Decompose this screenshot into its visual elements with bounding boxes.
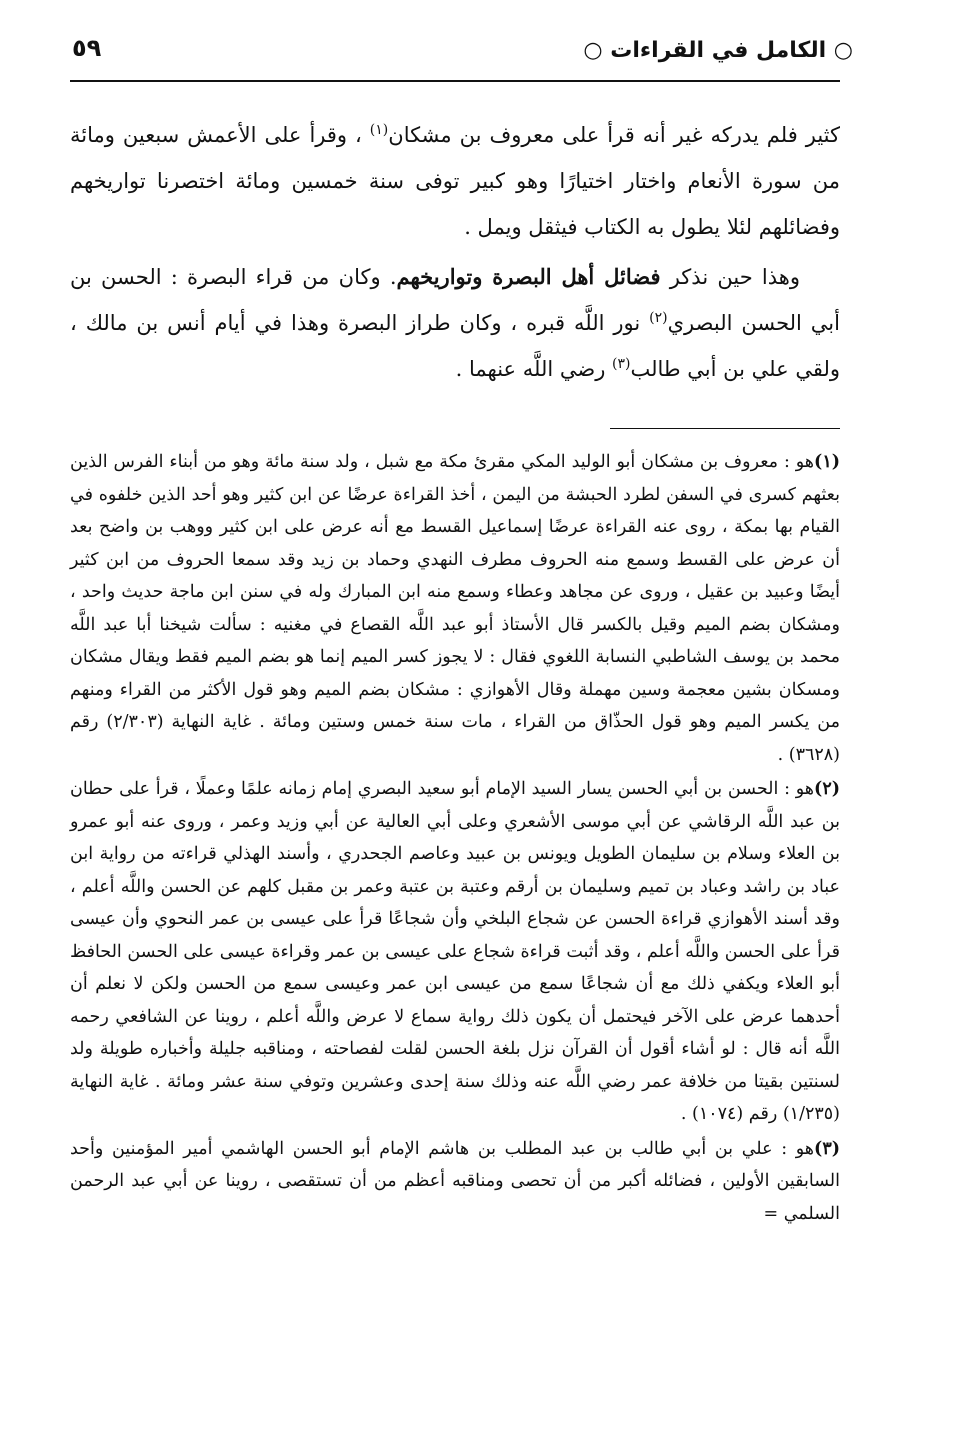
- paragraph-2-text-d: رضي اللَّه عنهما .: [455, 357, 606, 381]
- footnote-text: هو : الحسن بن أبي الحسن يسار السيد الإمام أبو سعيد البصري إمام زمانه علمًا وعملًا ، قرأ على حطان بن عبد اللَّه الرقاشي عن أبي موسى الأشعري وعلى أبي العالية عن أبي وزيد وعمر ، وروى عنه أبو عمرو بن العلاء وسلام بن سليمان الطويل ويونس بن عبيد وعاصم الجحدري ، وأسند الهذلي قراءته من رواية ابن عباد بن راشد وعباد بن تميم وسليمان بن أرقم وعتبة بن عتبة وعمر بن مقبل كلهم عن الحسن واللَّه أعلم ، وقد أسند الأهوازي قراءة الحسن عن شجاع البلخي وأن شجاعًا قرأ على عيسى بن عمر النحوي وأن عيسى قرأ على الحسن واللَّه أعلم ، وقد أثبت قراءة شجاع على عيسى بن عمر وقراءة عيسى على الحسن الحافظ أبو العلاء ويكفي ذلك مع أن شجاعًا سمع من عيسى ابن عمر وعيسى سمع من الحسن ولكن لا نعلم أن أحدهما عرض على الآخر فيحتمل أن يكون ذلك رواية سماع لا عرض واللَّه أعلم ، روينا عن الشافعي رحمه اللَّه أنه قال : لو أشاء أقول أن القرآن نزل بلغة الحسن لقلت لفصاحته ، ومناقبه جليلة وأخباره طويلة ولد لسنتين بقيتا من خلافة عمر رضي اللَّه عنه وذلك سنة إحدى وعشرين وتوفي سنة عشر ومائة . غاية النهاية (١/٢٣٥) رقم (١٠٧٤) .: [70, 779, 840, 1124]
- footnote-text: هو : علي بن أبي طالب بن عبد المطلب بن هاشم الإمام أبو الحسن الهاشمي أمير المؤمنين وأحد السابقين الأولين ، فضائله أكبر من أن تحصى ومناقبه أعظم من أن تستقصى ، روينا عن أبي عبد الرحمن السلمي =: [70, 1138, 840, 1224]
- paragraph-2-text-b: . وكان من قراء البصرة : الحسن بن أبي الحسن البصري: [70, 265, 840, 335]
- running-title: ○ الكامل في القراءات ○: [583, 38, 853, 63]
- footnotes: [70, 446, 840, 1230]
- paragraph-1-text-b: ، وقرأ على الأعمش سبعين ومائة من سورة الأنعام واختار اختيارًا وهو كبير توفى سنة خمسين ومائة اختصرنا تواريخهم وفضائلهم لئلا يطول به الكتاب فيثقل ويمل .: [70, 123, 840, 239]
- paragraph-2: [70, 254, 840, 392]
- page-number: ٥٩: [72, 34, 102, 62]
- footnote-ref-2: (٢): [649, 310, 668, 326]
- footnote-number: (١): [814, 452, 840, 472]
- footnote-text: هو : معروف بن مشكان أبو الوليد المكي مقرئ مكة مع شبل ، ولد سنة مائة وهو من أبناء الفرس الذين بعثهم كسرى في السفن لطرد الحبشة من اليمن ، أخذ القراءة عرضًا عن ابن كثير وهو أحد الذين خلفوه في القيام بها بمكة ، روى عنه القراءة عرضًا إسماعيل القسط مع أنه عرض على ابن كثير ووهب بن واضح بعد أن عرض على القسط وسمع منه الحروف مطرف النهدي وحماد بن زيد وقد سمعا الحروف من ابن كثير أيضًا وعبيد بن عقيل ، وروى عن مجاهد وعطاء وسمع منه ابن المبارك وله في سنن ابن ماجة حديث واحد ، ومشكان بضم الميم وقيل بالكسر قال الأستاذ أبو عبد اللَّه القصاع في مغنيه : سألت شيخنا أبا عبد اللَّه محمد بن يوسف الشاطبي النسابة اللغوي فقال : لا يجوز كسر الميم إنما هو بضم الميم فقط ويقال مشكان ومسكان بشين معجمة وسين مهملة وقال الأهوازي : مشكان بضم الميم وهو قول الأكثر من القراء ومنهم من يكسر الميم وهو قول الحذّاق من القراء ، مات سنة خمس وستين ومائة . غاية النهاية (٢/٣٠٣) رقم (٣٦٢٨) .: [70, 452, 840, 765]
- footnote-3: [70, 1133, 840, 1231]
- paragraph-2-text-c: نور اللَّه قبره ، وكان طراز البصرة وهذا في أيام أنس بن مالك ، ولقي علي بن أبي طالب: [70, 311, 840, 381]
- section-heading-inline: فضائل أهل البصرة وتواريخهم: [396, 264, 661, 289]
- footnote-number: (٢): [814, 779, 840, 799]
- footnote-ref-3: (٣): [612, 356, 631, 372]
- footnote-1: [70, 446, 840, 771]
- footnote-separator: [610, 428, 840, 429]
- footnote-ref-1: (١): [369, 122, 389, 138]
- paragraph-1: [70, 112, 840, 250]
- paragraph-1-text-a: كثير فلم يدركه غير أنه قرأ على معروف بن مشكان: [388, 123, 840, 147]
- main-text: [70, 112, 840, 392]
- header-rule: [70, 80, 840, 82]
- footnote-2: [70, 773, 840, 1131]
- footnote-number: (٣): [814, 1138, 840, 1159]
- paragraph-2-text-a: وهذا حين نذكر: [669, 265, 800, 289]
